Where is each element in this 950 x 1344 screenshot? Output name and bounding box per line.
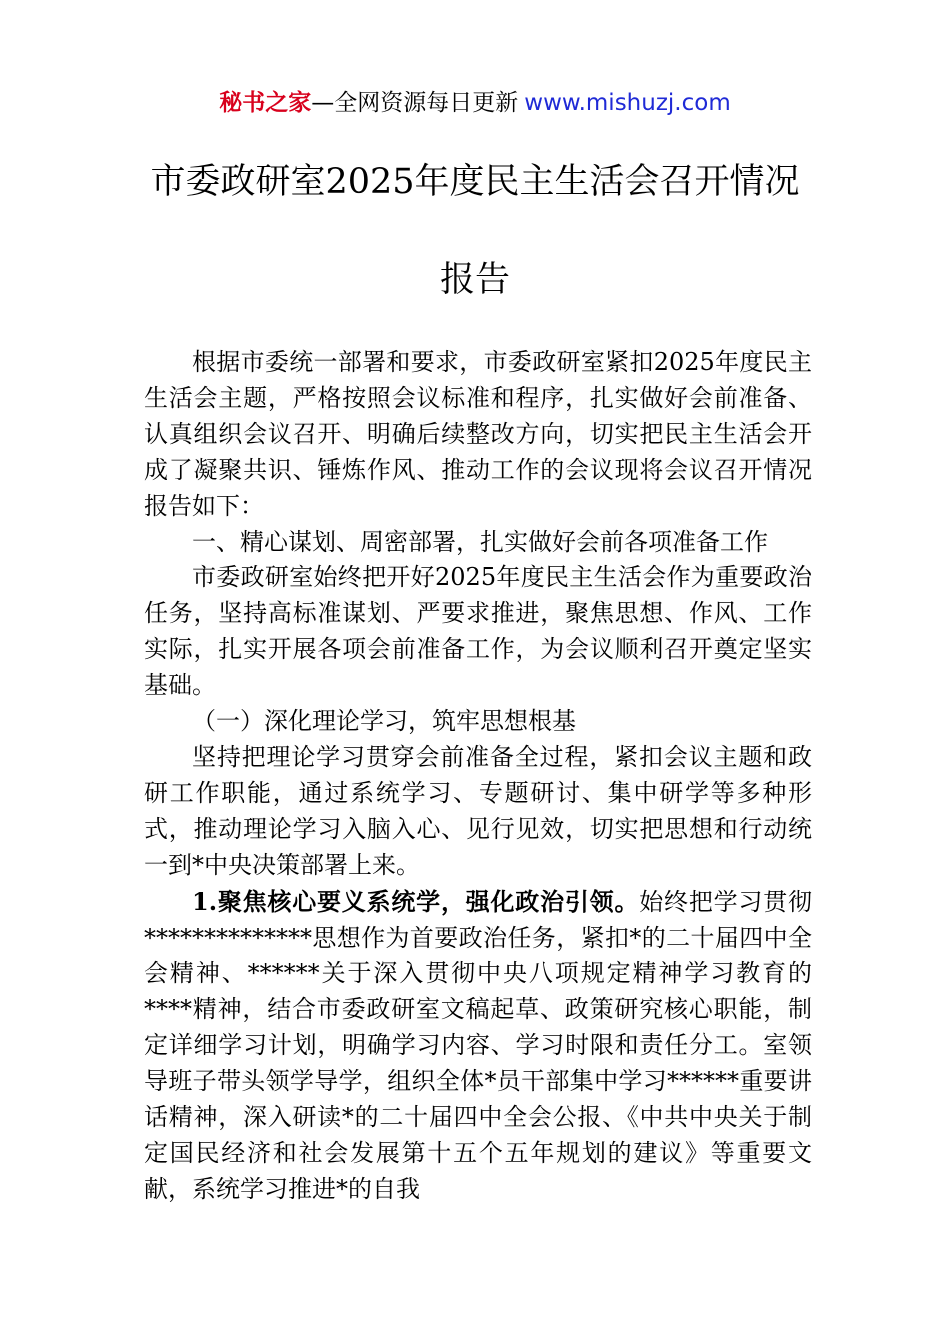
point-1-text: 始终把学习贯彻**************思想作为首要政治任务，紧扣*的二十届四中全会精神、******关于深入贯彻中央八项规定精神学习教育的****精神，结合市委政研室文稿起草、政策研究核心职能，制定详细学习计划，明确学习内容、学习时限和责任分工。室领导班子带头领学导学，组织全体*员干部集中学习******重要讲话精神，深入研读*的二十届四中全会公报、《中共中央关于制定国民经济和社会发展第十五个五年规划的建议》等重要文献，系统学习推进*的自我 xyxy=(144,887,812,1203)
brand-name: 秘书之家 xyxy=(219,90,312,116)
section-1-paragraph: 市委政研室始终把开好2025年度民主生活会作为重要政治任务，坚持高标准谋划、严要求推进，聚焦思想、作风、工作实际，扎实开展各项会前准备工作，为会议顺利召开奠定坚实基础。 xyxy=(144,563,812,700)
point-1-paragraph xyxy=(144,884,812,1208)
header-slogan: —全网资源每日更新 xyxy=(311,90,519,116)
site-url-link[interactable]: www.mishuzj.com xyxy=(524,90,731,116)
subsection-1-paragraph: 坚持把理论学习贯穿会前准备全过程，紧扣会议主题和政研工作职能，通过系统学习、专题研讨、集中研学等多种形式，推动理论学习入脑入心、见行见效，切实把思想和行动统一到*中央决策部署上来。 xyxy=(144,742,812,879)
site-header xyxy=(0,86,950,120)
document-title-continued: 报告 xyxy=(439,260,510,300)
section-heading-1: 一、精心谋划、周密部署，扎实做好会前各项准备工作 xyxy=(192,527,768,556)
point-1-heading: 1.聚焦核心要义系统学，强化政治引领。 xyxy=(192,886,640,916)
document-body xyxy=(144,345,812,1208)
document-title: 市委政研室2025年度民主生活会召开情况 xyxy=(150,162,800,202)
intro-paragraph: 根据市委统一部署和要求，市委政研室紧扣2025年度民主生活会主题，严格按照会议标准和程序，扎实做好会前准备、认真组织会议召开、明确后续整改方向，切实把民主生活会开成了凝聚共识、锤炼作风、推动工作的会议现将会议召开情况报告如下： xyxy=(144,348,812,520)
subsection-heading-1: （一）深化理论学习，筑牢思想根基 xyxy=(192,707,576,736)
